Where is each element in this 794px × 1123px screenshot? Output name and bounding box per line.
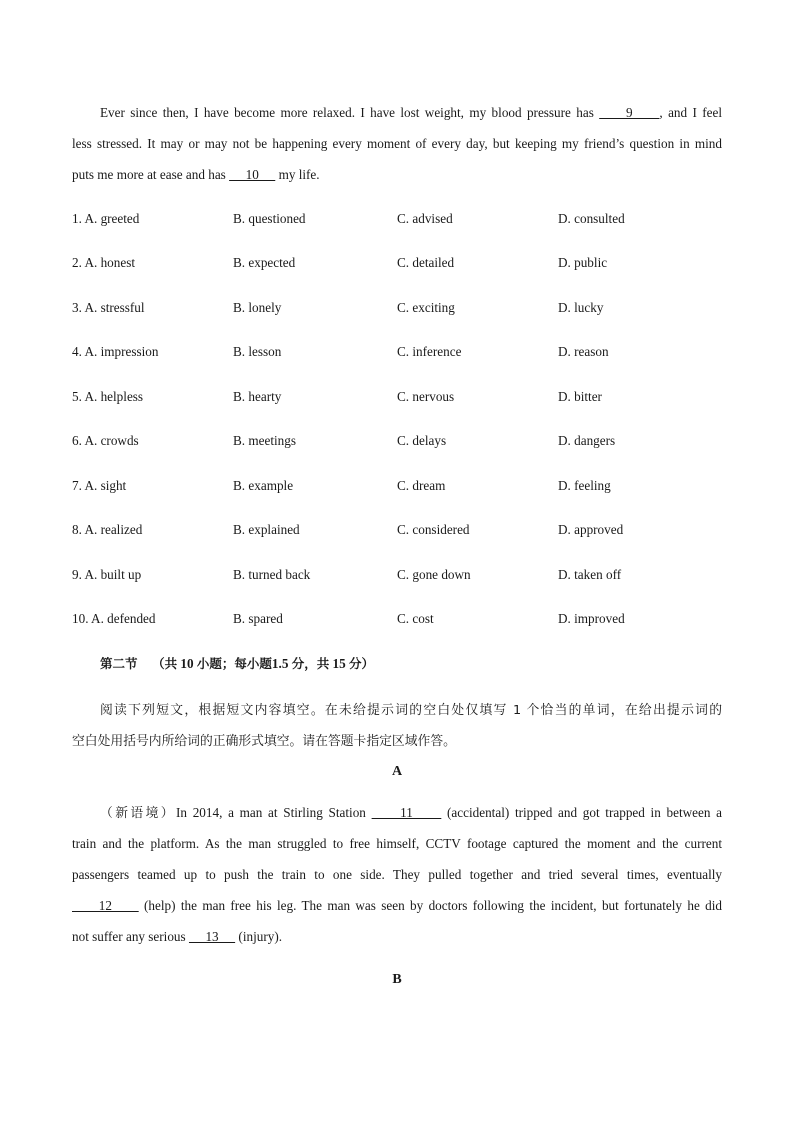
option-a: 2. A. honest — [72, 255, 136, 270]
passage-text: (injury). — [235, 929, 283, 944]
blank-12: 12 — [72, 898, 139, 913]
option-c: C. cost — [397, 611, 434, 626]
option-d: D. dangers — [558, 433, 616, 448]
option-b: B. meetings — [233, 433, 297, 448]
passage-a — [72, 797, 722, 952]
option-a: 4. A. impression — [72, 344, 159, 359]
passage-line-3 — [72, 159, 722, 190]
option-row — [72, 209, 722, 229]
option-b: B. explained — [233, 522, 300, 537]
new-context-tag: （新语境） — [100, 806, 177, 821]
option-c: C. gone down — [397, 567, 471, 582]
option-c: C. dream — [397, 478, 446, 493]
section-number: 10 — [177, 656, 197, 671]
instruction-line-2: 空白处用括号内所给词的正确形式填空。请在答题卡指定区域作答。 — [72, 734, 456, 749]
blank-9: 9 — [599, 105, 660, 120]
option-a: 10. A. defended — [72, 611, 156, 626]
passage-heading-a: A — [391, 764, 403, 779]
passage-line-1 — [72, 97, 722, 128]
blank-13: 13 — [188, 929, 236, 944]
passage-a-line-1 — [72, 797, 722, 828]
option-row — [72, 253, 722, 273]
option-b: B. spared — [233, 611, 283, 626]
option-b: B. lesson — [233, 344, 282, 359]
option-row — [72, 476, 722, 496]
option-d: D. public — [558, 255, 608, 270]
passage-text: In 2014, a man at Stirling Station — [176, 805, 372, 820]
passage-text: (help) the man free his leg. The man was seen by doctors following the incident, but fortunately he did — [138, 898, 723, 913]
option-d: D. lucky — [558, 300, 604, 315]
option-c: C. nervous — [397, 389, 455, 404]
option-d: D. bitter — [558, 389, 602, 404]
option-c: C. inference — [397, 344, 462, 359]
section-text: 分） — [349, 656, 375, 671]
option-a: 7. A. sight — [72, 478, 127, 493]
passage-text: puts me more at ease and has — [72, 167, 230, 182]
option-b: B. questioned — [233, 211, 306, 226]
option-c: C. exciting — [397, 300, 455, 315]
option-a: 6. A. crowds — [72, 433, 139, 448]
passage-heading-b: B — [392, 972, 402, 987]
blank-10: 10 — [229, 167, 276, 182]
option-b: B. hearty — [233, 389, 282, 404]
passage-text: (accidental) tripped and got trapped in between a — [441, 805, 723, 820]
passage-a-line-4 — [72, 890, 722, 921]
option-d: D. consulted — [558, 211, 625, 226]
passage-a-line-3: passengers teamed up to push the train to one side. They pulled together and tried several times, eventually — [72, 867, 722, 882]
passage-line-2: less stressed. It may or may not be happening every moment of every day, but keeping my friend’s question in mind — [72, 136, 722, 151]
section-text: （共 — [152, 656, 178, 671]
option-row — [72, 565, 722, 585]
option-b: B. turned back — [233, 567, 311, 582]
option-a: 5. A. helpless — [72, 389, 144, 404]
passage-a-line-2: train and the platform. As the man struggled to free himself, CCTV footage captured the moment and the current — [72, 836, 722, 851]
passage-a-line-5 — [72, 921, 722, 952]
passage-text: my life. — [275, 167, 320, 182]
option-row — [72, 342, 722, 362]
option-d: D. improved — [558, 611, 625, 626]
option-c: C. delays — [397, 433, 447, 448]
instructions — [72, 695, 722, 757]
instruction-line-1: 阅读下列短文，根据短文内容填空。在未给提示词的空白处仅填写 1 个恰当的单词，在给出提示词的 — [100, 703, 722, 718]
passage-text: Ever since then, I have become more relaxed. I have lost weight, my blood pressure has — [100, 105, 600, 120]
option-c: C. advised — [397, 211, 453, 226]
section-label: 第二节 — [100, 656, 138, 671]
option-a: 3. A. stressful — [72, 300, 145, 315]
section-title — [100, 654, 374, 672]
option-b: B. lonely — [233, 300, 282, 315]
option-c: C. considered — [397, 522, 470, 537]
section-text: 小题；每小题 — [196, 656, 272, 671]
option-b: B. example — [233, 478, 294, 493]
option-row — [72, 431, 722, 451]
section-text: 分，共 — [291, 656, 330, 671]
option-d: D. feeling — [558, 478, 611, 493]
option-b: B. expected — [233, 255, 296, 270]
option-a: 1. A. greeted — [72, 211, 140, 226]
option-row — [72, 609, 722, 629]
section-number: 1.5 — [271, 656, 292, 671]
option-row — [72, 520, 722, 540]
option-a: 8. A. realized — [72, 522, 143, 537]
passage-end — [72, 97, 722, 190]
section-number: 15 — [329, 656, 349, 671]
passage-text: not suffer any serious — [72, 929, 189, 944]
option-c: C. detailed — [397, 255, 455, 270]
option-d: D. reason — [558, 344, 609, 359]
option-a: 9. A. built up — [72, 567, 142, 582]
option-row — [72, 387, 722, 407]
passage-text: , and I feel — [659, 105, 722, 120]
option-d: D. approved — [558, 522, 624, 537]
option-row — [72, 298, 722, 318]
blank-11: 11 — [371, 805, 442, 820]
option-d: D. taken off — [558, 567, 622, 582]
